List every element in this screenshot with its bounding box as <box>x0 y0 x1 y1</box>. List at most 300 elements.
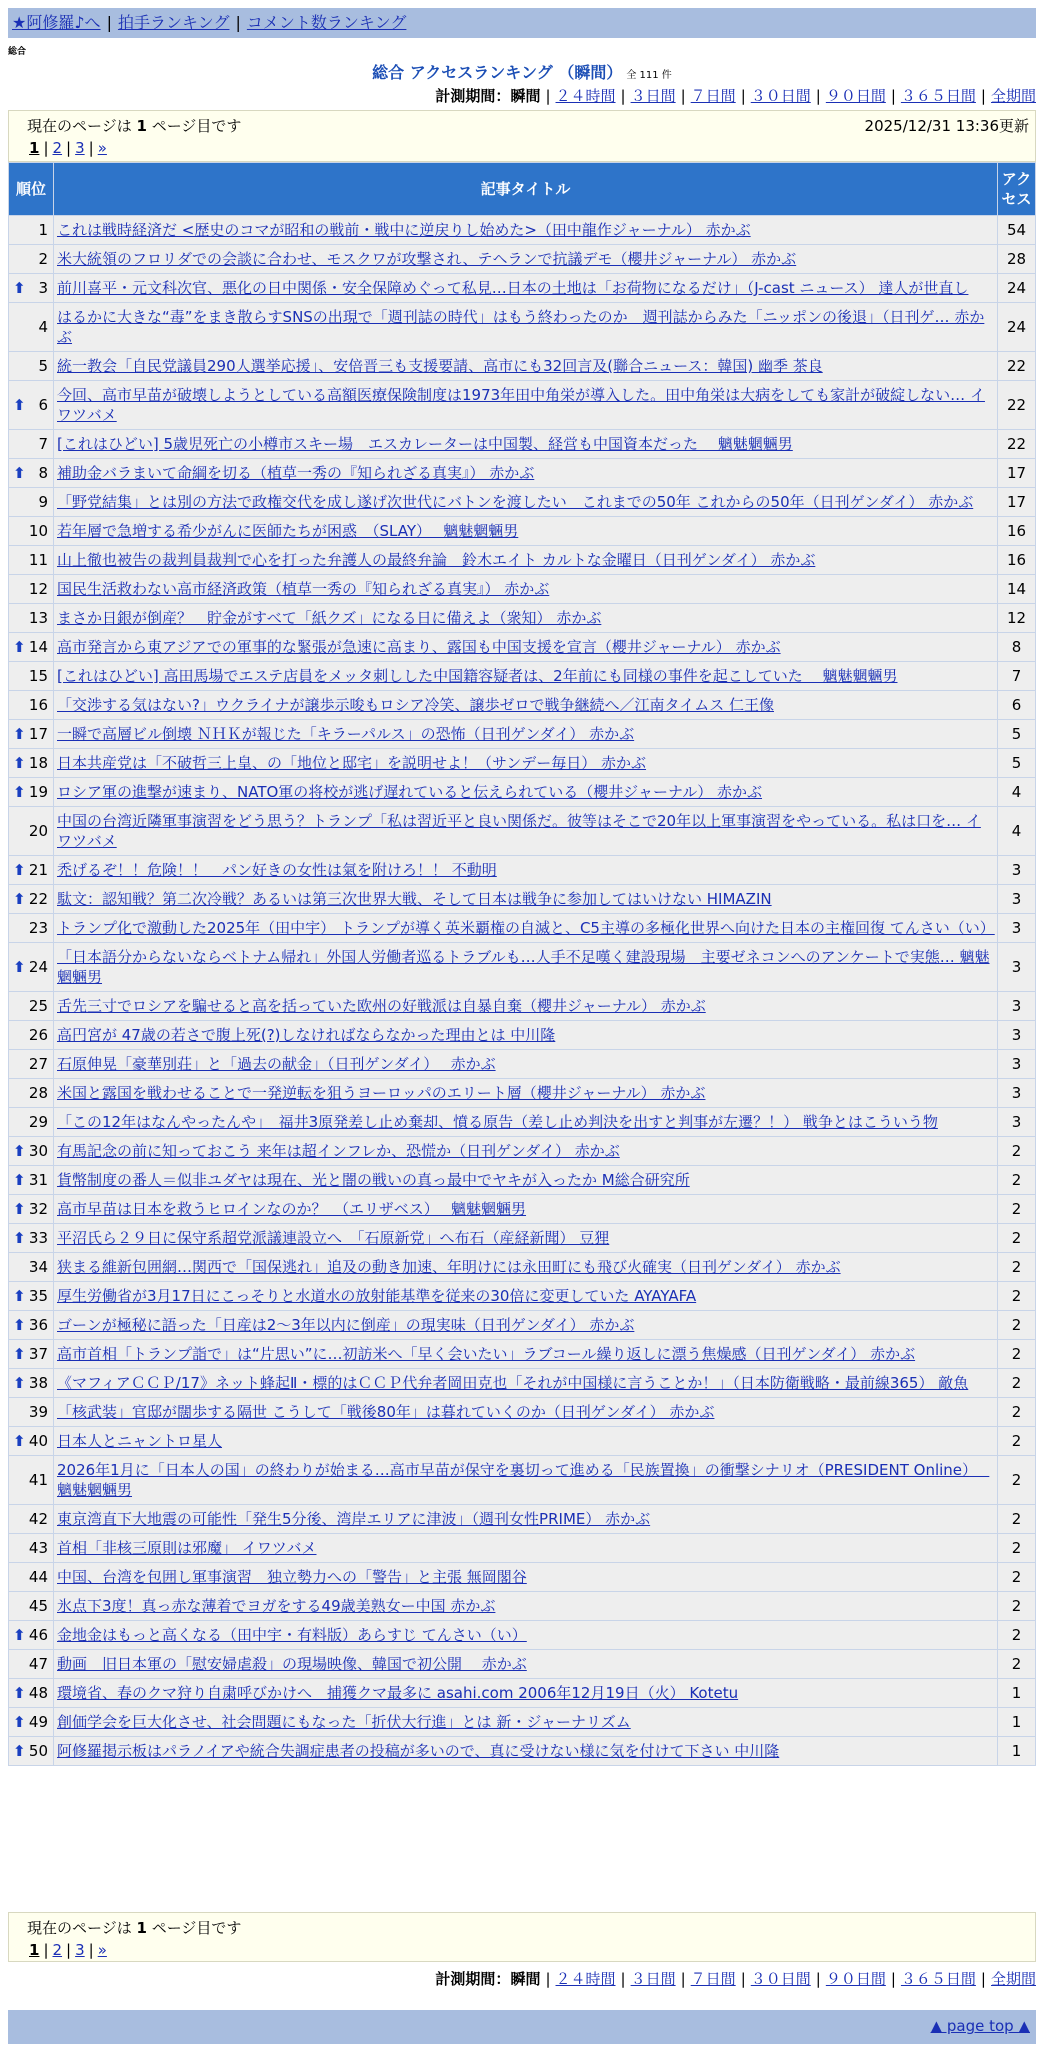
up-arrow-icon: ⬆ <box>13 279 26 297</box>
table-row <box>9 856 1036 885</box>
page-links <box>29 1941 107 1959</box>
ranking-title: 総合 アクセスランキング （瞬間） <box>372 63 623 82</box>
article-link[interactable]: 今回、高市早苗が破壊しようとしている高額医療保険制度は1973年田中角栄が導入した。田中角栄は大病をしても家計が破綻しない… イワツバメ <box>57 386 985 424</box>
article-link[interactable]: 平沼氏ら２９日に保守系超党派議連設立へ 「石原新党」へ布石（産経新聞） 豆狸 <box>57 1229 610 1247</box>
access-count: 3 <box>998 943 1036 992</box>
access-count: 54 <box>998 216 1036 245</box>
article-link[interactable]: 国民生活救わない高市経済政策（植草一秀の『知られざる真実』） 赤かぶ <box>57 580 550 598</box>
rank-number: 45 <box>28 1597 48 1615</box>
article-link[interactable]: はるかに大きな“毒”をまき散らすSNSの出現で「週刊誌の時代」はもう終わったのか 週刊誌からみた「ニッポンの後退」（日刊ゲ… 赤かぶ <box>57 308 985 346</box>
title-cell <box>54 575 998 604</box>
title-cell <box>54 430 998 459</box>
article-link[interactable]: 統一教会「自民党議員290人選挙応援」、安倍晋三も支援要請、高市にも32回言及(聯合ニュース：韓国) 幽季 茶良 <box>57 357 823 375</box>
rank-cell <box>9 1456 54 1505</box>
top-nav <box>8 8 1036 38</box>
access-count: 2 <box>998 1137 1036 1166</box>
rank-cell <box>9 1592 54 1621</box>
article-link[interactable]: 日本共産党は「不破哲三上皇、の「地位と邸宅」を説明せよ！（サンデー毎日） 赤かぶ <box>57 754 647 772</box>
rank-number: 20 <box>28 822 48 840</box>
article-link[interactable]: 一瞬で高層ビル倒壊 ＮＨＫが報じた「キラーパルス」の恐怖（日刊ゲンダイ） 赤かぶ <box>57 725 635 743</box>
table-row <box>9 1534 1036 1563</box>
section-label: 総合 <box>8 47 27 57</box>
article-link[interactable]: 前川喜平・元文科次官、悪化の日中関係・安全保障めぐって私見…日本の土地は「お荷物になるだけ」（J-cast ニュース） 達人が世直し <box>57 279 969 297</box>
period-option-link[interactable]: ２４時間 <box>555 87 616 105</box>
rank-cell <box>9 914 54 943</box>
rank-number: 24 <box>28 958 48 976</box>
rank-cell <box>9 662 54 691</box>
access-count: 2 <box>998 1505 1036 1534</box>
table-row <box>9 1050 1036 1079</box>
title-cell <box>54 1050 998 1079</box>
rank-cell <box>9 1021 54 1050</box>
article-link[interactable]: 「この12年はなんやったんや」 福井3原発差し止め棄却、憤る原告（差し止め判決を出すと判事が左遷？！） 戦争とはこういう物 <box>57 1113 938 1131</box>
rank-cell <box>9 1282 54 1311</box>
ranking-table-body <box>9 216 1036 1766</box>
table-row <box>9 1708 1036 1737</box>
article-link[interactable]: 若年層で急増する希少がんに医師たちが困惑 （SLAY） 魑魅魍魎男 <box>57 522 519 540</box>
period-option-link[interactable]: ３０日間 <box>750 87 811 105</box>
title-cell <box>54 1282 998 1311</box>
period-separator: | <box>815 87 821 105</box>
period-separator: | <box>620 87 626 105</box>
rank-cell <box>9 1563 54 1592</box>
period-option-link[interactable]: ７日間 <box>690 1970 736 1988</box>
title-cell <box>54 1534 998 1563</box>
period-separator: | <box>890 87 896 105</box>
access-count: 28 <box>998 245 1036 274</box>
period-option-current: 瞬間 <box>510 1970 541 1988</box>
rank-cell <box>9 1137 54 1166</box>
article-link[interactable]: 「交渉する気はない?」ウクライナが譲歩示唆もロシア冷笑、譲歩ゼロで戦争継続へ／江南タイムス 仁王像 <box>57 696 774 714</box>
up-arrow-icon: ⬆ <box>13 783 26 801</box>
rank-number: 37 <box>28 1345 48 1363</box>
table-row <box>9 546 1036 575</box>
page-link[interactable]: 3 <box>75 1941 85 1959</box>
rank-cell <box>9 1505 54 1534</box>
up-arrow-icon: ⬆ <box>13 1374 26 1392</box>
article-link[interactable]: 高市首相「トランプ詣で」は“片思い”に…初訪米へ「早く会いたい」ラブコール繰り返しに漂う焦燥感（日刊ゲンダイ） 赤かぶ <box>57 1345 916 1363</box>
table-row <box>9 604 1036 633</box>
rank-number: 34 <box>28 1258 48 1276</box>
period-label: 計測期間： <box>435 1970 511 1988</box>
access-count: 17 <box>998 459 1036 488</box>
rank-cell <box>9 992 54 1021</box>
header-rank: 順位 <box>9 163 54 216</box>
article-link[interactable]: 2026年1月に「日本人の国」の終わりが始まる…高市早苗が保守を裏切って進める「民族置換」の衝撃シナリオ（PRESIDENT Online） 魑魅魍魎男 <box>57 1461 990 1499</box>
table-row <box>9 720 1036 749</box>
period-option-link[interactable]: ３６５日間 <box>900 1970 976 1988</box>
period-option-link[interactable]: ３日間 <box>630 87 676 105</box>
title-cell <box>54 352 998 381</box>
title-cell <box>54 749 998 778</box>
article-link[interactable]: 阿修羅掲示板はパラノイアや統合失調症患者の投稿が多いので、真に受けない様に気を付けて下さい 中川隆 <box>57 1742 780 1760</box>
current-page-text <box>27 115 241 136</box>
title-cell <box>54 546 998 575</box>
period-option-link[interactable]: ９０日間 <box>825 1970 886 1988</box>
title-cell <box>54 856 998 885</box>
table-row <box>9 1195 1036 1224</box>
access-count: 6 <box>998 691 1036 720</box>
title-cell <box>54 517 998 546</box>
rank-cell <box>9 517 54 546</box>
title-cell <box>54 488 998 517</box>
rank-number: 36 <box>28 1316 48 1334</box>
article-link[interactable]: 山上徹也被告の裁判員裁判で心を打った弁護人の最終弁論 鈴木エイト カルトな金曜日（日刊ゲンダイ） 赤かぶ <box>57 551 816 569</box>
table-row <box>9 1021 1036 1050</box>
article-link[interactable]: 高市早苗は日本を救うヒロインなのか？ （エリザベス） 魑魅魍魎男 <box>57 1200 527 1218</box>
page-separator: | <box>88 1941 94 1959</box>
rank-number: 27 <box>28 1055 48 1073</box>
rank-cell <box>9 856 54 885</box>
rank-cell <box>9 459 54 488</box>
period-separator: | <box>545 87 551 105</box>
period-option-current: 瞬間 <box>510 87 541 105</box>
article-link[interactable]: 金地金はもっと高くなる（田中宇・有料版）あらすじ てんさい（い） <box>57 1626 527 1644</box>
title-cell <box>54 1108 998 1137</box>
access-count: 14 <box>998 575 1036 604</box>
table-row <box>9 1456 1036 1505</box>
access-count: 1 <box>998 1737 1036 1766</box>
rank-number: 16 <box>28 696 48 714</box>
article-link[interactable]: 有馬記念の前に知っておこう 来年は超インフレか、恐慌か（日刊ゲンダイ） 赤かぶ <box>57 1142 620 1160</box>
rank-number: 21 <box>28 861 48 879</box>
rank-number: 32 <box>28 1200 48 1218</box>
title-cell <box>54 720 998 749</box>
article-link[interactable]: ロシア軍の進撃が速まり、NATO軍の将校が逃げ遅れていると伝えられている（櫻井ジャーナル） 赤かぶ <box>57 783 763 801</box>
period-option-link[interactable]: ３６５日間 <box>900 87 976 105</box>
page-link[interactable]: 3 <box>75 139 85 157</box>
period-option-link[interactable]: 全期間 <box>990 1970 1036 1988</box>
table-row <box>9 885 1036 914</box>
rank-cell <box>9 1427 54 1456</box>
current-page-number: 1 <box>136 117 147 135</box>
rank-number: 30 <box>28 1142 48 1160</box>
table-row <box>9 1679 1036 1708</box>
table-row <box>9 914 1036 943</box>
table-row <box>9 992 1036 1021</box>
table-row <box>9 216 1036 245</box>
period-separator: | <box>620 1970 626 1988</box>
page-next-link[interactable]: » <box>97 1941 107 1959</box>
article-link[interactable]: 高市発言から東アジアでの軍事的な緊張が急速に高まり、露国も中国支援を宣言（櫻井ジャーナル） 赤かぶ <box>57 638 781 656</box>
period-selector-bottom <box>435 1968 1036 1989</box>
rank-cell <box>9 1311 54 1340</box>
rank-number: 19 <box>28 783 48 801</box>
rank-number: 15 <box>28 667 48 685</box>
page-link[interactable]: 2 <box>52 1941 63 1959</box>
rank-number: 43 <box>28 1539 48 1557</box>
table-row <box>9 303 1036 352</box>
title-cell <box>54 633 998 662</box>
ranking-table <box>8 162 1036 1766</box>
article-link[interactable]: 補助金バラまいて命綱を切る（植草一秀の『知られざる真実』） 赤かぶ <box>57 464 535 482</box>
period-option-link[interactable]: 全期間 <box>990 87 1036 105</box>
period-option-link[interactable]: ９０日間 <box>825 87 886 105</box>
article-link[interactable]: 舌先三寸でロシアを騙せると高を括っていた欧州の好戦派は自暴自棄（櫻井ジャーナル） 赤かぶ <box>57 997 706 1015</box>
table-row <box>9 662 1036 691</box>
title-cell <box>54 1679 998 1708</box>
article-link[interactable]: 狭まる維新包囲網…関西で「国保逃れ」追及の動き加速、年明けには永田町にも飛び火確実（日刊ゲンダイ） 赤かぶ <box>57 1258 841 1276</box>
page-separator: | <box>43 1941 49 1959</box>
access-count: 2 <box>998 1592 1036 1621</box>
nav-link-comment-ranking[interactable]: コメント数ランキング <box>246 13 407 32</box>
article-link[interactable]: 駄文：認知戦？第二次冷戦？あるいは第三次世界大戦、そして日本は戦争に参加してはいけない HIMAZIN <box>57 890 772 908</box>
rank-number: 2 <box>38 250 48 268</box>
table-row <box>9 1427 1036 1456</box>
rank-number: 44 <box>28 1568 48 1586</box>
rank-cell <box>9 1679 54 1708</box>
period-separator: | <box>740 1970 746 1988</box>
period-separator: | <box>545 1970 551 1988</box>
page-separator: | <box>88 139 94 157</box>
article-link[interactable]: 中国の台湾近隣軍事演習をどう思う？トランプ「私は習近平と良い関係だ。彼等はそこで20年以上軍事演習をやっている。私は口を… イワツバメ <box>57 812 981 850</box>
rank-number: 4 <box>38 318 48 336</box>
access-count: 2 <box>998 1195 1036 1224</box>
article-link[interactable]: 環境省、春のクマ狩り自粛呼びかけへ 捕獲クマ最多に asahi.com 2006年12月19日（火） Kotetu <box>57 1684 739 1702</box>
up-arrow-icon: ⬆ <box>13 1171 26 1189</box>
article-link[interactable]: 創価学会を巨大化させ、社会問題にもなった「折伏大行進」とは 新・ジャーナリズム <box>57 1713 631 1731</box>
rank-cell <box>9 1708 54 1737</box>
article-link[interactable]: 「核武装」官邸が闊歩する隔世 こうして「戦後80年」は暮れていくのか（日刊ゲンダイ） 赤かぶ <box>57 1403 715 1421</box>
title-cell <box>54 1021 998 1050</box>
table-row <box>9 778 1036 807</box>
table-row <box>9 1650 1036 1679</box>
title-cell <box>54 691 998 720</box>
table-row <box>9 1505 1036 1534</box>
page-title <box>0 60 1044 83</box>
access-count: 4 <box>998 778 1036 807</box>
current-page-number: 1 <box>136 1919 147 1937</box>
access-count: 8 <box>998 633 1036 662</box>
period-option-link[interactable]: ３０日間 <box>750 1970 811 1988</box>
article-link[interactable]: 石原伸晃「豪華別荘」と「過去の献金」（日刊ゲンダイ） 赤かぶ <box>57 1055 496 1073</box>
pager-bottom <box>8 1912 1036 1962</box>
rank-cell <box>9 274 54 303</box>
up-arrow-icon: ⬆ <box>13 1316 26 1334</box>
access-count: 2 <box>998 1282 1036 1311</box>
rank-cell <box>9 575 54 604</box>
rank-cell <box>9 381 54 430</box>
title-cell <box>54 1369 998 1398</box>
up-arrow-icon: ⬆ <box>13 958 26 976</box>
table-row <box>9 352 1036 381</box>
up-arrow-icon: ⬆ <box>13 1742 26 1760</box>
title-cell <box>54 1224 998 1253</box>
rank-number: 47 <box>28 1655 48 1673</box>
up-arrow-icon: ⬆ <box>13 1684 26 1702</box>
up-arrow-icon: ⬆ <box>13 1432 26 1450</box>
rank-number: 5 <box>38 357 48 375</box>
page-next-link[interactable]: » <box>97 139 107 157</box>
access-count: 3 <box>998 885 1036 914</box>
current-page-post: ページ目です <box>151 1919 242 1937</box>
table-row <box>9 488 1036 517</box>
title-cell <box>54 1650 998 1679</box>
article-link[interactable]: 《マフィアＣＣＰ/17》ネット蜂起Ⅱ・標的はＣＣＰ代弁者岡田克也「それが中国様に言うことか！」（日本防衛戦略・最前線365） 敵魚 <box>57 1374 969 1392</box>
article-link[interactable]: [これはひどい] 5歳児死亡の小樽市スキー場 エスカレーターは中国製、経営も中国資本だった 魑魅魍魎男 <box>57 435 793 453</box>
table-row <box>9 274 1036 303</box>
rank-cell <box>9 1398 54 1427</box>
access-count: 3 <box>998 856 1036 885</box>
title-cell <box>54 274 998 303</box>
table-row <box>9 245 1036 274</box>
article-link[interactable]: 東京湾直下大地震の可能性「発生5分後、湾岸エリアに津波」（週刊女性PRIME） 赤かぶ <box>57 1510 651 1528</box>
rank-number: 50 <box>28 1742 48 1760</box>
article-link[interactable]: 「日本語分からないならベトナム帰れ」外国人労働者巡るトラブルも…人手不足嘆く建設現場 主要ゼネコンへのアンケートで実態… 魑魅魍魎男 <box>57 948 990 986</box>
access-count: 2 <box>998 1621 1036 1650</box>
table-row <box>9 1737 1036 1766</box>
nav-link-applause-ranking[interactable]: 拍手ランキング <box>117 13 230 32</box>
access-count: 2 <box>998 1340 1036 1369</box>
period-selector-top <box>435 85 1036 106</box>
period-separator: | <box>815 1970 821 1988</box>
article-link[interactable]: [これはひどい] 高田馬場でエステ店員をメッタ刺しした中国籍容疑者は、2年前にも同様の事件を起こしていた 魑魅魍魎男 <box>57 667 898 685</box>
access-count: 4 <box>998 807 1036 856</box>
title-cell <box>54 1592 998 1621</box>
rank-number: 10 <box>28 522 48 540</box>
article-link[interactable]: 米国と露国を戦わせることで一発逆転を狙うヨーロッパのエリート層（櫻井ジャーナル） 赤かぶ <box>57 1084 706 1102</box>
period-separator: | <box>680 1970 686 1988</box>
period-option-link[interactable]: ７日間 <box>690 87 736 105</box>
access-count: 2 <box>998 1534 1036 1563</box>
table-row <box>9 1621 1036 1650</box>
rank-cell <box>9 943 54 992</box>
table-row <box>9 517 1036 546</box>
access-count: 22 <box>998 352 1036 381</box>
up-arrow-icon: ⬆ <box>13 1345 26 1363</box>
access-count: 2 <box>998 1166 1036 1195</box>
up-arrow-icon: ⬆ <box>13 396 26 414</box>
rank-cell <box>9 778 54 807</box>
article-link[interactable]: 禿げるぞ！！危険！！ パン好きの女性は氣を附けろ！！ 不動明 <box>57 861 497 879</box>
table-row <box>9 943 1036 992</box>
rank-number: 31 <box>28 1171 48 1189</box>
title-cell <box>54 1079 998 1108</box>
period-option-link[interactable]: ２４時間 <box>555 1970 616 1988</box>
rank-cell <box>9 1369 54 1398</box>
rank-number: 17 <box>28 725 48 743</box>
page-separator: | <box>66 139 72 157</box>
access-count: 2 <box>998 1253 1036 1282</box>
page-current: 1 <box>29 139 40 157</box>
access-count: 24 <box>998 303 1036 352</box>
article-link[interactable]: 動画 旧日本軍の「慰安婦虐殺」の現場映像、韓国で初公開 赤かぶ <box>57 1655 527 1673</box>
rank-cell <box>9 430 54 459</box>
access-count: 16 <box>998 546 1036 575</box>
article-link[interactable]: まさか日銀が倒産？ 貯金がすべて「紙クズ」になる日に備えよ（衆知） 赤かぶ <box>57 609 602 627</box>
title-cell <box>54 1166 998 1195</box>
table-row <box>9 1253 1036 1282</box>
access-count: 7 <box>998 662 1036 691</box>
access-count: 2 <box>998 1427 1036 1456</box>
access-count: 3 <box>998 1050 1036 1079</box>
rank-number: 29 <box>28 1113 48 1131</box>
title-cell <box>54 1737 998 1766</box>
title-cell <box>54 1311 998 1340</box>
up-arrow-icon: ⬆ <box>13 754 26 772</box>
article-link[interactable]: 中国、台湾を包囲し軍事演習 独立勢力への「警告」と主張 無岡閣谷 <box>57 1568 527 1586</box>
article-link[interactable]: 高円宮が 47歳の若さで腹上死(?)しなければならなかった理由とは 中川隆 <box>57 1026 556 1044</box>
table-row <box>9 1166 1036 1195</box>
rank-cell <box>9 1621 54 1650</box>
up-arrow-icon: ⬆ <box>13 725 26 743</box>
rank-number: 13 <box>28 609 48 627</box>
title-cell <box>54 1456 998 1505</box>
table-row <box>9 1340 1036 1369</box>
title-cell <box>54 604 998 633</box>
up-arrow-icon: ⬆ <box>13 1142 26 1160</box>
title-cell <box>54 1137 998 1166</box>
title-cell <box>54 1340 998 1369</box>
period-option-link[interactable]: ３日間 <box>630 1970 676 1988</box>
up-arrow-icon: ⬆ <box>13 890 26 908</box>
access-count: 1 <box>998 1708 1036 1737</box>
article-link[interactable]: 首相「非核三原則は邪魔」 イワツバメ <box>57 1539 317 1557</box>
rank-cell <box>9 604 54 633</box>
title-cell <box>54 1427 998 1456</box>
article-link[interactable]: 米大統領のフロリダでの会談に合わせ、モスクワが攻撃され、テヘランで抗議デモ（櫻井ジャーナル） 赤かぶ <box>57 250 797 268</box>
up-arrow-icon: ⬆ <box>13 1713 26 1731</box>
rank-number: 48 <box>28 1684 48 1702</box>
rank-cell <box>9 1050 54 1079</box>
page-link[interactable]: 2 <box>52 139 63 157</box>
title-cell <box>54 885 998 914</box>
rank-number: 9 <box>38 493 48 511</box>
access-count: 3 <box>998 1021 1036 1050</box>
title-cell <box>54 778 998 807</box>
table-row <box>9 1369 1036 1398</box>
article-link[interactable]: トランプ化で激動した2025年（田中宇） トランプが導く英米覇権の自滅と、C5主導の多極化世界へ向けた日本の主権回復 てんさい（い） <box>57 919 995 937</box>
rank-number: 6 <box>38 396 48 414</box>
nav-link-home[interactable]: ★阿修羅♪へ <box>12 13 101 32</box>
rank-number: 11 <box>28 551 48 569</box>
up-arrow-icon: ⬆ <box>13 1229 26 1247</box>
article-link[interactable]: これは戦時経済だ <歴史のコマが昭和の戦前・戦中に逆戻りし始めた>（田中龍作ジャーナル） 赤かぶ <box>57 221 751 239</box>
period-separator: | <box>740 87 746 105</box>
rank-cell <box>9 720 54 749</box>
rank-number: 40 <box>28 1432 48 1450</box>
access-count: 5 <box>998 720 1036 749</box>
rank-cell <box>9 633 54 662</box>
article-link[interactable]: 日本人とニャントロ星人 <box>57 1432 223 1450</box>
article-link[interactable]: 「野党結集」とは別の方法で政権交代を成し遂げ次世代にバトンを渡したい これまでの50年 これからの50年（日刊ゲンダイ） 赤かぶ <box>57 493 974 511</box>
access-count: 2 <box>998 1398 1036 1427</box>
rank-cell <box>9 807 54 856</box>
article-link[interactable]: 氷点下3度！真っ赤な薄着でヨガをする49歳美熟女ー中国 赤かぶ <box>57 1597 496 1615</box>
current-page-text <box>27 1917 241 1938</box>
rank-cell <box>9 1253 54 1282</box>
access-count: 17 <box>998 488 1036 517</box>
rank-cell <box>9 1224 54 1253</box>
up-arrow-icon: ⬆ <box>13 861 26 879</box>
table-row <box>9 691 1036 720</box>
page-top-link[interactable]: ▲ page top ▲ <box>930 2017 1030 2035</box>
current-page-post: ページ目です <box>151 117 242 135</box>
article-link[interactable]: 厚生労働省が3月17日にこっそりと水道水の放射能基準を従来の30倍に変更していた AYAYAFA <box>57 1287 697 1305</box>
rank-cell <box>9 1079 54 1108</box>
rank-number: 25 <box>28 997 48 1015</box>
article-link[interactable]: ゴーンが極秘に語った「日産は2～3年以内に倒産」の現実味（日刊ゲンダイ） 赤かぶ <box>57 1316 635 1334</box>
period-separator: | <box>980 1970 986 1988</box>
table-row <box>9 633 1036 662</box>
article-link[interactable]: 貨幣制度の番人＝似非ユダヤは現在、光と闇の戦いの真っ最中でヤキが入ったか M総合研究所 <box>57 1171 690 1189</box>
page-separator: | <box>43 139 49 157</box>
rank-cell <box>9 1108 54 1137</box>
table-row <box>9 1137 1036 1166</box>
header-access: アクセス <box>998 163 1036 216</box>
access-count: 3 <box>998 1108 1036 1137</box>
title-cell <box>54 303 998 352</box>
